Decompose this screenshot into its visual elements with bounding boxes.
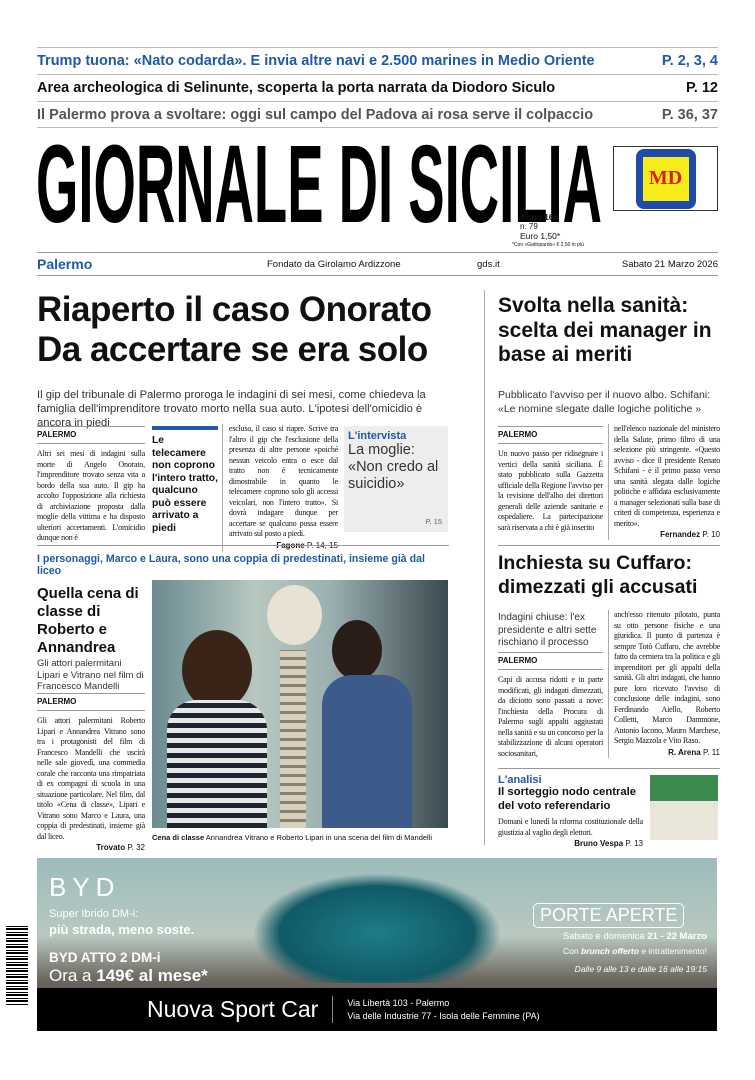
top-headline-2[interactable] — [37, 74, 718, 101]
info-bar — [37, 252, 718, 276]
analisi-kicker: L'analisi — [498, 774, 542, 786]
kicker: PALERMO — [37, 426, 145, 444]
ballot-booth-photo — [650, 775, 718, 840]
author: Fernandez — [660, 530, 701, 539]
sanita-summary: Pubblicato l'avviso per il nuovo albo. Schifani: «Le nomine slegate dalle logiche politiche » — [498, 389, 711, 415]
film-article — [37, 693, 145, 853]
headline-line: Da accertare se era solo — [37, 330, 428, 369]
page-ref: P. 10 — [702, 530, 720, 539]
md-logo-text: MD — [643, 157, 689, 201]
photo-caption — [152, 833, 452, 842]
event-dates — [563, 931, 707, 942]
lead-article-col1 — [37, 426, 145, 544]
dealer-bar — [37, 988, 717, 1031]
issue-number: n. 79 — [520, 222, 538, 231]
page-ref: P. 15 — [425, 517, 442, 526]
top-headline-1[interactable] — [37, 47, 718, 74]
sanita-col1 — [498, 426, 603, 533]
page-ref: P. 12 — [686, 80, 718, 96]
ad-price — [49, 966, 208, 986]
author: R. Arena — [668, 747, 701, 757]
analisi-box[interactable] — [498, 768, 720, 849]
ad-tagline-2: più strada, meno soste. — [49, 922, 195, 937]
article-text: escluso, il caso si riapre. Scrive tra l'altro il gip che l'esclusione della presenza di altre persone «poiché nessun veicolo entra o esce dal tratto non è tecnicamente dimostrabile in quanto le telecamere coprono solo gli accessi veicolari, non l'intero tratto». Si dovrà indagare dunque per accertare se qualcuno possa essere arrivato sul posto a piedi. — [229, 424, 338, 538]
sanita-headline[interactable]: Svolta nella sanità: scelta dei manager in base ai meriti — [498, 294, 712, 366]
film-summary: Gli attori palermitani Lipari e Vitrano nel film di Francesco Mandelli — [37, 658, 144, 692]
page-ref: P. 2, 3, 4 — [661, 53, 718, 69]
pull-quote: Le telecamere non coprono l'intero tratto, qualcuno può essere arrivato a piedi — [152, 426, 218, 535]
kicker: PALERMO — [498, 652, 603, 670]
author: Trovato — [96, 843, 126, 852]
page-ref: P. 14, 15 — [307, 540, 338, 550]
film-photo[interactable] — [152, 580, 448, 828]
dealer-name: Nuova Sport Car — [147, 996, 333, 1023]
byd-logo: BYD — [49, 872, 121, 902]
article-text: Gli attori palermitani Roberto Lipari e Annandrea Vitrano sono tra i protagonisti del film di Francesco Mandelli che uscirà nelle sale giovedì, una commedia corale che racconta una rimpatriata di ex compagni di scuola in una situazione particolare. Nel film, dal titolo «Cena di classe», Lipari e Vitrano sono Marco e Laura, una coppia di predestinati, insieme già dal liceo. — [37, 716, 145, 841]
caption-title: Cena di classe — [152, 833, 205, 842]
edition-city: Palermo — [37, 256, 93, 272]
cuffaro-col1 — [498, 652, 603, 759]
event-title: PORTE APERTE — [533, 903, 684, 928]
date: Sabato 21 Marzo 2026 — [621, 258, 718, 270]
lead-article-col2 — [222, 424, 338, 551]
page-ref: P. 13 — [625, 839, 643, 848]
event-brunch — [563, 946, 707, 956]
author: Bruno Vespa — [574, 839, 624, 848]
strap-line: I personaggi, Marco e Laura, sono una coppia di predestinati, insieme già dal liceo — [37, 545, 449, 577]
headline-text: Il Palermo prova a svoltare: oggi sul campo del Padova ai rosa serve il colpaccio — [37, 106, 594, 123]
ad-model: BYD ATTO 2 DM-i — [49, 950, 161, 965]
film-headline[interactable]: Quella cena di classe di Roberto e Annandrea — [37, 585, 139, 656]
price-asterisk: * — [201, 966, 208, 985]
car-image — [252, 873, 502, 983]
website-link[interactable]: gds.it — [477, 258, 500, 270]
page-ref: P. 36, 37 — [661, 106, 718, 123]
cuffaro-col2 — [608, 610, 720, 758]
lead-summary: Il gip del tribunale di Palermo proroga le indagini di sei mesi, come chiedeva la famiglia dell'imprenditore trovato morto nella sua auto. L'ipotesi dell'omicidio è ancora in piedi — [37, 389, 426, 429]
year: Anno 166 — [520, 212, 559, 222]
article-text: Domani e lunedì la riforma costituzionale della giustizia al vaglio degli elettori. — [498, 817, 643, 837]
page-ref: P. 32 — [127, 843, 145, 852]
page-ref: P. 11 — [702, 747, 720, 757]
price-prefix: Ora a — [49, 966, 97, 985]
article-text: Un nuovo passo per ridisegnare i vertici della sanità siciliana. È stato pubblicato sulla Gazzetta ufficiale della Regione l'avviso per la revisione dell'albo dei direttori generali delle aziende sanitarie e ospedaliere. La partecipazione sarà riservata a chi è già inserito — [498, 449, 603, 532]
brunch-prefix: Con — [563, 946, 582, 956]
article-text: anch'esso ritenuto pilotato, punta su otto persone fisiche e una giuridica. Il punto di partenza è sempre Totò Cuffaro, che avrebbe fatto da cerniera tra la politica e gli imprenditori per gli appalti della sanità. Gli altri indagati, che hanno pure loro ricevuto l'avviso di conclusione delle indagini, sono Ferdinando Aiello, Roberto Colletti, Marco Dammone, Antonio Iacono, Mauro Marchese, Sergio Mazzola e Vito Raso. — [614, 610, 720, 745]
analisi-headline: Il sorteggio nodo centrale del voto referendario — [498, 786, 637, 812]
byd-advertisement[interactable] — [37, 858, 717, 1031]
kicker: PALERMO — [37, 693, 145, 711]
lead-headline[interactable] — [37, 290, 457, 370]
interview-title: La moglie: «Non credo al suicidio» — [348, 442, 439, 492]
article-text: Altri sei mesi di indagini sulla morte di Angelo Onorato, l'imprenditore trovato senza vita a bordo della sua auto. Il gip ha accolto l'opposizione alla richiesta di archiviazione proposta dalla moglie della vittima e ha disposto ulteriori accertamenti. L'omicidio dunque non è — [37, 449, 145, 542]
price-note: *Con «Gattopardo» € 2,50 in più — [512, 242, 584, 248]
ad-tagline: Super Ibrido DM-i: — [49, 908, 139, 920]
md-sponsor-logo[interactable] — [613, 146, 718, 211]
cuffaro-headline[interactable]: Inchiesta su Cuffaro: dimezzati gli accusati — [498, 545, 720, 599]
dealer-address-1: Via Libertà 103 - Palermo — [347, 997, 450, 1008]
brunch-suffix: e intrattenimento! — [638, 946, 707, 956]
dates-prefix: Sabato e domenica — [562, 931, 648, 942]
column-divider — [484, 290, 485, 845]
issue-info — [512, 212, 584, 250]
author: Fagone — [276, 540, 305, 550]
headline-text: Area archeologica di Selinunte, scoperta la porta narrata da Diodoro Siculo — [37, 80, 556, 96]
cuffaro-summary: Indagini chiuse: l'ex presidente e altri sette rischiano il processo — [498, 612, 597, 648]
top-headline-3[interactable] — [37, 101, 718, 128]
sanita-col2 — [608, 424, 720, 540]
brunch-text: brunch offerto — [581, 946, 639, 956]
kicker: PALERMO — [498, 426, 603, 444]
barcode — [6, 925, 28, 1005]
interview-kicker: L'intervista — [348, 430, 407, 442]
article-text: Capi di accusa ridotti e in parte modificati, gli indagati dimezzati, da diciotto sono passati a nove: l'inchiesta della Procura di Palermo sugli appalti aggiustati nella sanità e su un concorso per la stabilizzazione di alcuni operatori sociosanitari, — [498, 675, 603, 758]
article-text: nell'elenco nazionale del ministero della Salute, primo filtro di una selezione più stringente. «Questo avviso - dice il presidente Renato Schifani - è il primo passo verso una sanità slegata dalle logiche politiche e affidata esclusivamente a manager selezionati sulla base di criteri di competenza, esperienza e merito». — [614, 424, 720, 528]
masthead-title: GIORNALE DI SICILIA — [36, 140, 602, 226]
price: Euro 1,50* — [520, 231, 561, 241]
event-hours: Dalle 9 alle 13 e dalle 16 alle 19:15 — [574, 964, 707, 974]
caption-text: Annandrea Vitrano e Roberto Lipari in una scena del film di Mandelli — [205, 833, 433, 842]
price-value: 149€ al mese — [96, 966, 202, 985]
dealer-address-2: Via delle Industrie 77 - Isola delle Femmine (PA) — [347, 1010, 540, 1021]
dates-value: 21 - 22 Marzo — [647, 931, 707, 942]
headline-line: Riaperto il caso Onorato — [37, 290, 432, 329]
interview-box[interactable] — [344, 426, 448, 532]
founder: Fondato da Girolamo Ardizzone — [267, 258, 401, 270]
headline-text: Trump tuona: «Nato codarda». E invia altre navi e 2.500 marines in Medio Oriente — [37, 53, 595, 69]
